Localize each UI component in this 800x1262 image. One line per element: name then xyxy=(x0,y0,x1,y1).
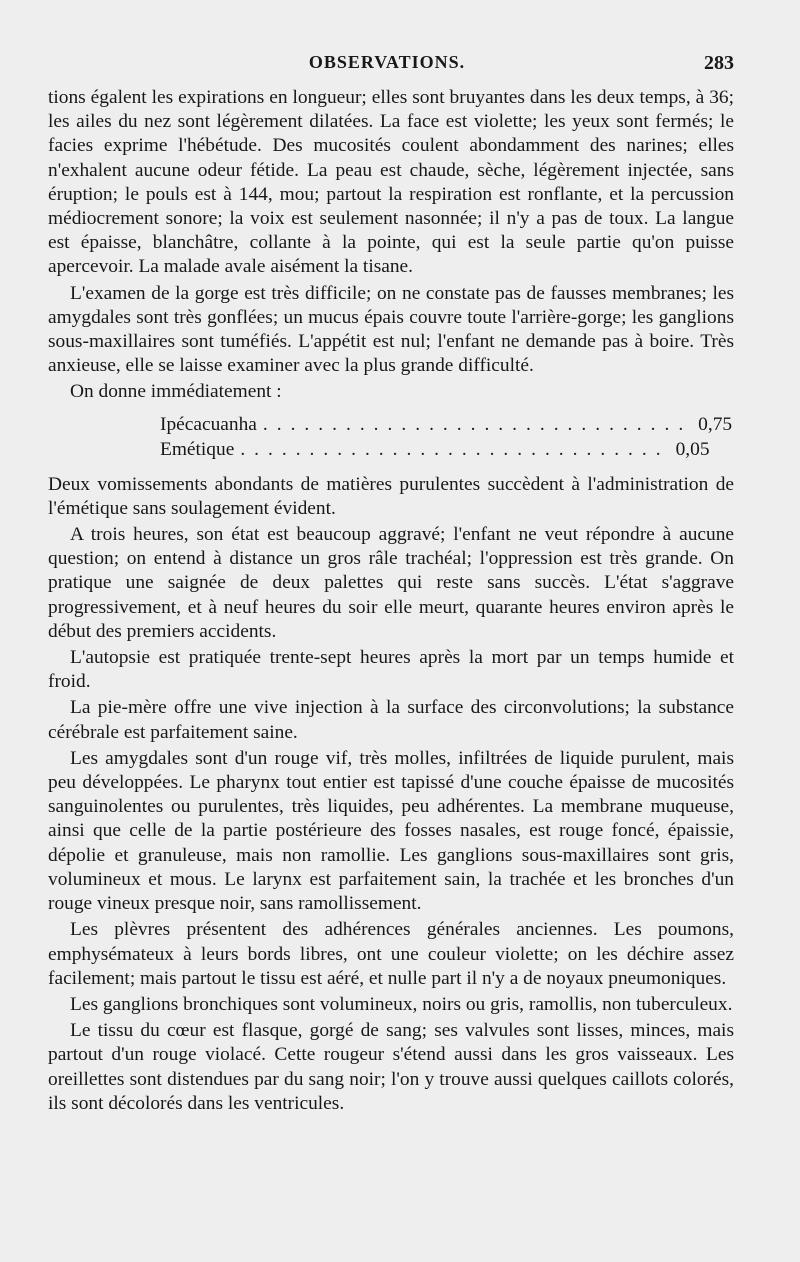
paragraph: Deux vomissements abondants de matières purulentes succèdent à l'administration de l'émétique sans soulagement évident. xyxy=(48,473,734,519)
paragraph: La pie-mère offre une vive injection à la surface des circonvolutions; la substance cérébrale est parfaitement saine. xyxy=(48,697,734,743)
paragraph: A trois heures, son état est beaucoup aggravé; l'enfant ne veut répondre à aucune question; on entend à distance un gros râle trachéal; l'oppression est très grande. On pratique une saignée de deux palettes qui reste sans succès. L'état s'aggrave progressivement, et à neuf heures du soir elle meurt, quarante heures environ après le début des premiers accidents. xyxy=(48,524,734,642)
paragraph: Les amygdales sont d'un rouge vif, très molles, infiltrées de liquide purulent, mais peu développées. Le pharynx tout entier est tapissé d'une couche épaisse de mucosités sanguinolentes ou purulentes, très liquides, peu adhérentes. La membrane muqueuse, ainsi que celle de la partie postérieure des fosses nasales, est rouge foncé, épaissie, dépolie et granuleuse, mais non ramollie. Les ganglions sous-maxillaires sont gris, volumineux et mous. Le larynx est parfaitement sain, la trachée et les bronches d'un rouge vineux presque noir, sans ramollissement. xyxy=(48,747,734,915)
dot-leader: ............................... xyxy=(240,438,670,460)
drug-name: Ipécacuanha xyxy=(160,413,257,435)
page-header xyxy=(40,50,734,80)
paragraph: L'examen de la gorge est très difficile; on ne constate pas de fausses membranes; les amygdales sont très gonflées; un mucus épais couvre toute l'arrière-gorge; les ganglions sous-maxillaires sont tuméfiés. L'appétit est nul; l'enfant ne demande pas à boire. Très anxieuse, elle se laisse examiner avec la plus grande difficulté. xyxy=(48,282,734,377)
paragraph: Les plèvres présentent des adhérences générales anciennes. Les poumons, emphysémateux à leurs bords libres, ont une couleur violette; on les déchire assez facilement; mais partout le tissu est aéré, et nulle part il n'y a de noyaux pneumoniques. xyxy=(48,919,734,989)
prescription-list xyxy=(48,413,734,463)
paragraph: Le tissu du cœur est flasque, gorgé de sang; ses valvules sont lisses, minces, mais partout d'un rouge violacé. Cette rougeur s'étend aussi dans les gros vaisseaux. Les oreillettes sont distendues par du sang noir; l'on y trouve aussi quelques caillots colorés, ils sont décolorés dans les ventricules. xyxy=(48,1020,734,1114)
paragraph: tions égalent les expirations en longueur; elles sont bruyantes dans les deux temps, à 36; les ailes du nez sont légèrement dilatées. La face est violette; les yeux sont fermés; le facies exprime l'hébétude. Des mucosités coulent abondamment des narines; elles n'exhalent aucune odeur fétide. La peau est chaude, sèche, légèrement injectée, sans éruption; le pouls est à 144, mou; partout la respiration est ronflante, et la percussion médiocrement sonore; la voix est seulement nasonnée; il n'y a pas de toux. La langue est épaisse, blanchâtre, collante à la pointe, qui est la seule partie qu'on puisse apercevoir. La malade avale aisément la tisane. xyxy=(48,87,734,278)
drug-name: Emétique xyxy=(160,438,235,460)
paragraph: L'autopsie est pratiquée trente-sept heures après la mort par un temps humide et froid. xyxy=(48,647,734,693)
prescription-item xyxy=(160,438,710,463)
paragraph: On donne immédiatement : xyxy=(70,381,282,403)
drug-dose: 0,05 xyxy=(675,438,710,460)
prescription-item xyxy=(160,413,733,438)
drug-dose: 0,75 xyxy=(698,413,733,435)
dot-leader: ............................... xyxy=(262,413,693,435)
page-number: 283 xyxy=(704,52,734,74)
body-text xyxy=(48,86,734,1116)
paragraph: Les ganglions bronchiques sont volumineux, noirs ou gris, ramollis, non tuberculeux. xyxy=(70,993,733,1015)
running-head: OBSERVATIONS. xyxy=(308,52,466,72)
